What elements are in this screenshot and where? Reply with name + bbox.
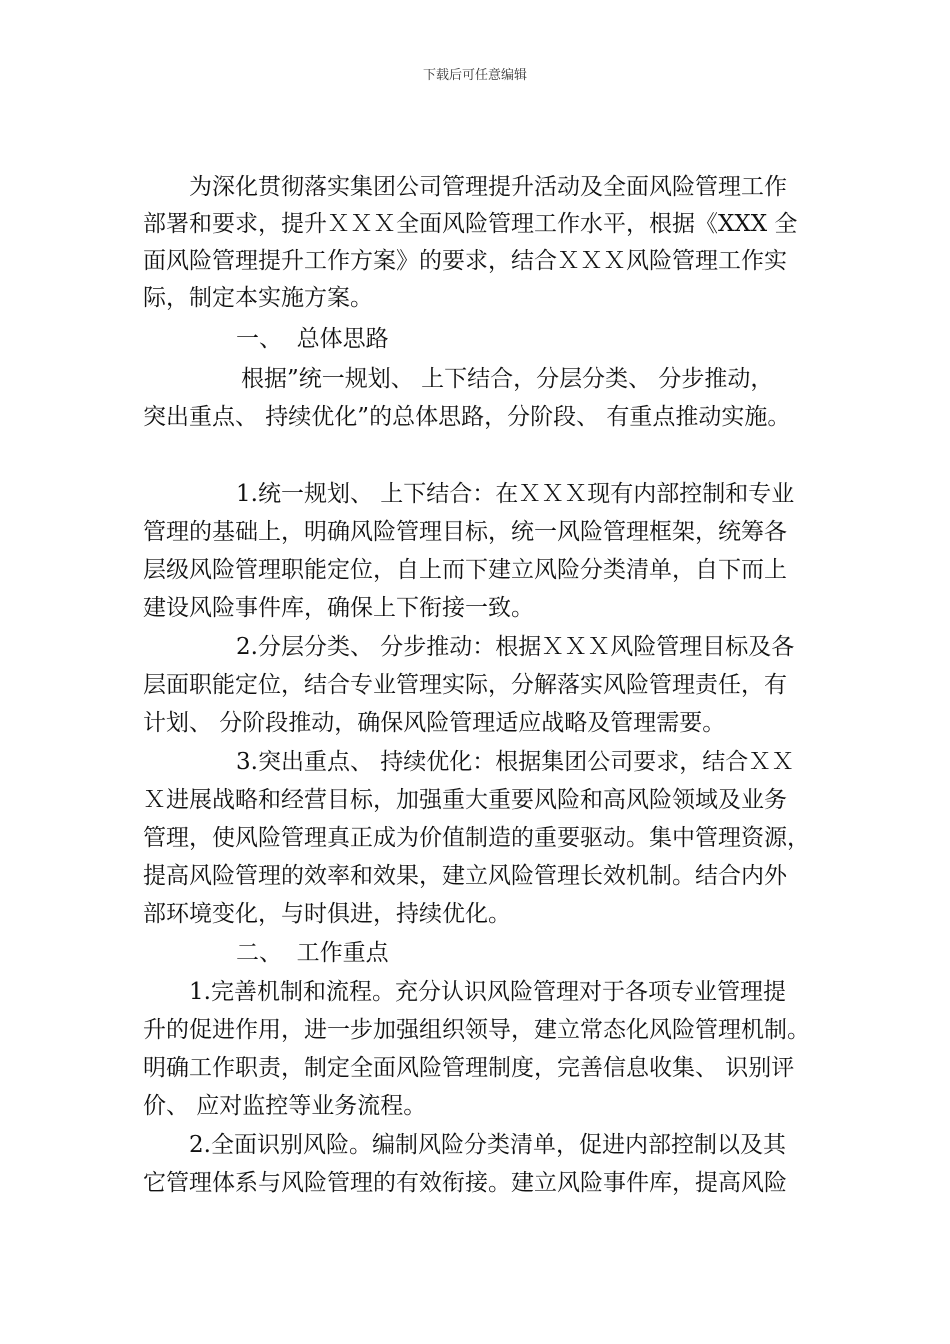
- body-line: 1.统一规划、 上下结合：在ＸＸＸ现有内部控制和专业: [236, 481, 795, 507]
- body-line: 升的促进作用，进一步加强组织领导，建立常态化风险管理机制。: [143, 1017, 810, 1043]
- body-line: 层级风险管理职能定位，自上而下建立风险分类清单，自下而上: [143, 557, 787, 583]
- body-line: 价、 应对监控等业务流程。: [143, 1093, 427, 1119]
- body-line: 为深化贯彻落实集团公司管理提升活动及全面风险管理工作: [189, 174, 787, 200]
- body-line: 2.全面识别风险。编制风险分类清单，促进内部控制以及其: [189, 1132, 786, 1158]
- body-line: 突出重点、 持续优化”的总体思路，分阶段、 有重点推动实施。: [143, 404, 791, 430]
- body-line: 层面职能定位，结合专业管理实际，分解落实风险管理责任，有: [143, 672, 787, 698]
- body-line: 1.完善机制和流程。充分认识风险管理对于各项专业管理提: [189, 979, 786, 1005]
- section-heading: 一、 总体思路: [236, 326, 389, 352]
- body-line: 提高风险管理的效率和效果，建立风险管理长效机制。结合内外: [143, 863, 787, 889]
- body-line: 面风险管理提升工作方案》的要求，结合ＸＸＸ风险管理工作实: [143, 248, 787, 274]
- body-line: 管理的基础上，明确风险管理目标，统一风险管理框架，统筹各: [143, 519, 787, 545]
- body-line: 3.突出重点、 持续优化：根据集团公司要求，结合ＸＸ: [236, 749, 795, 775]
- body-line: 部署和要求，提升ＸＸＸ全面风险管理工作水平，根据《XXX 全: [143, 211, 798, 237]
- body-line: 明确工作职责，制定全面风险管理制度，完善信息收集、 识别评: [143, 1055, 795, 1081]
- section-heading: 二、 工作重点: [236, 940, 389, 966]
- body-line: 它管理体系与风险管理的有效衔接。建立风险事件库，提高风险: [143, 1170, 787, 1196]
- body-line: Ｘ进展战略和经营目标，加强重大重要风险和高风险领域及业务: [143, 787, 787, 813]
- body-line: 计划、 分阶段推动，确保风险管理适应战略及管理需要。: [143, 710, 726, 736]
- body-line: 际，制定本实施方案。: [143, 285, 373, 311]
- body-line: 管理，使风险管理真正成为价值制造的重要驱动。集中管理资源，: [143, 825, 810, 851]
- body-line: 2.分层分类、 分步推动：根据ＸＸＸ风险管理目标及各: [236, 634, 795, 660]
- body-line: 根据”统一规划、 上下结合，分层分类、 分步推动，: [241, 366, 774, 392]
- body-line: 建设风险事件库，确保上下衔接一致。: [143, 595, 534, 621]
- page-header-note: 下载后可任意编辑: [422, 68, 527, 83]
- body-line: 部环境变化，与时俱进，持续优化。: [143, 901, 511, 927]
